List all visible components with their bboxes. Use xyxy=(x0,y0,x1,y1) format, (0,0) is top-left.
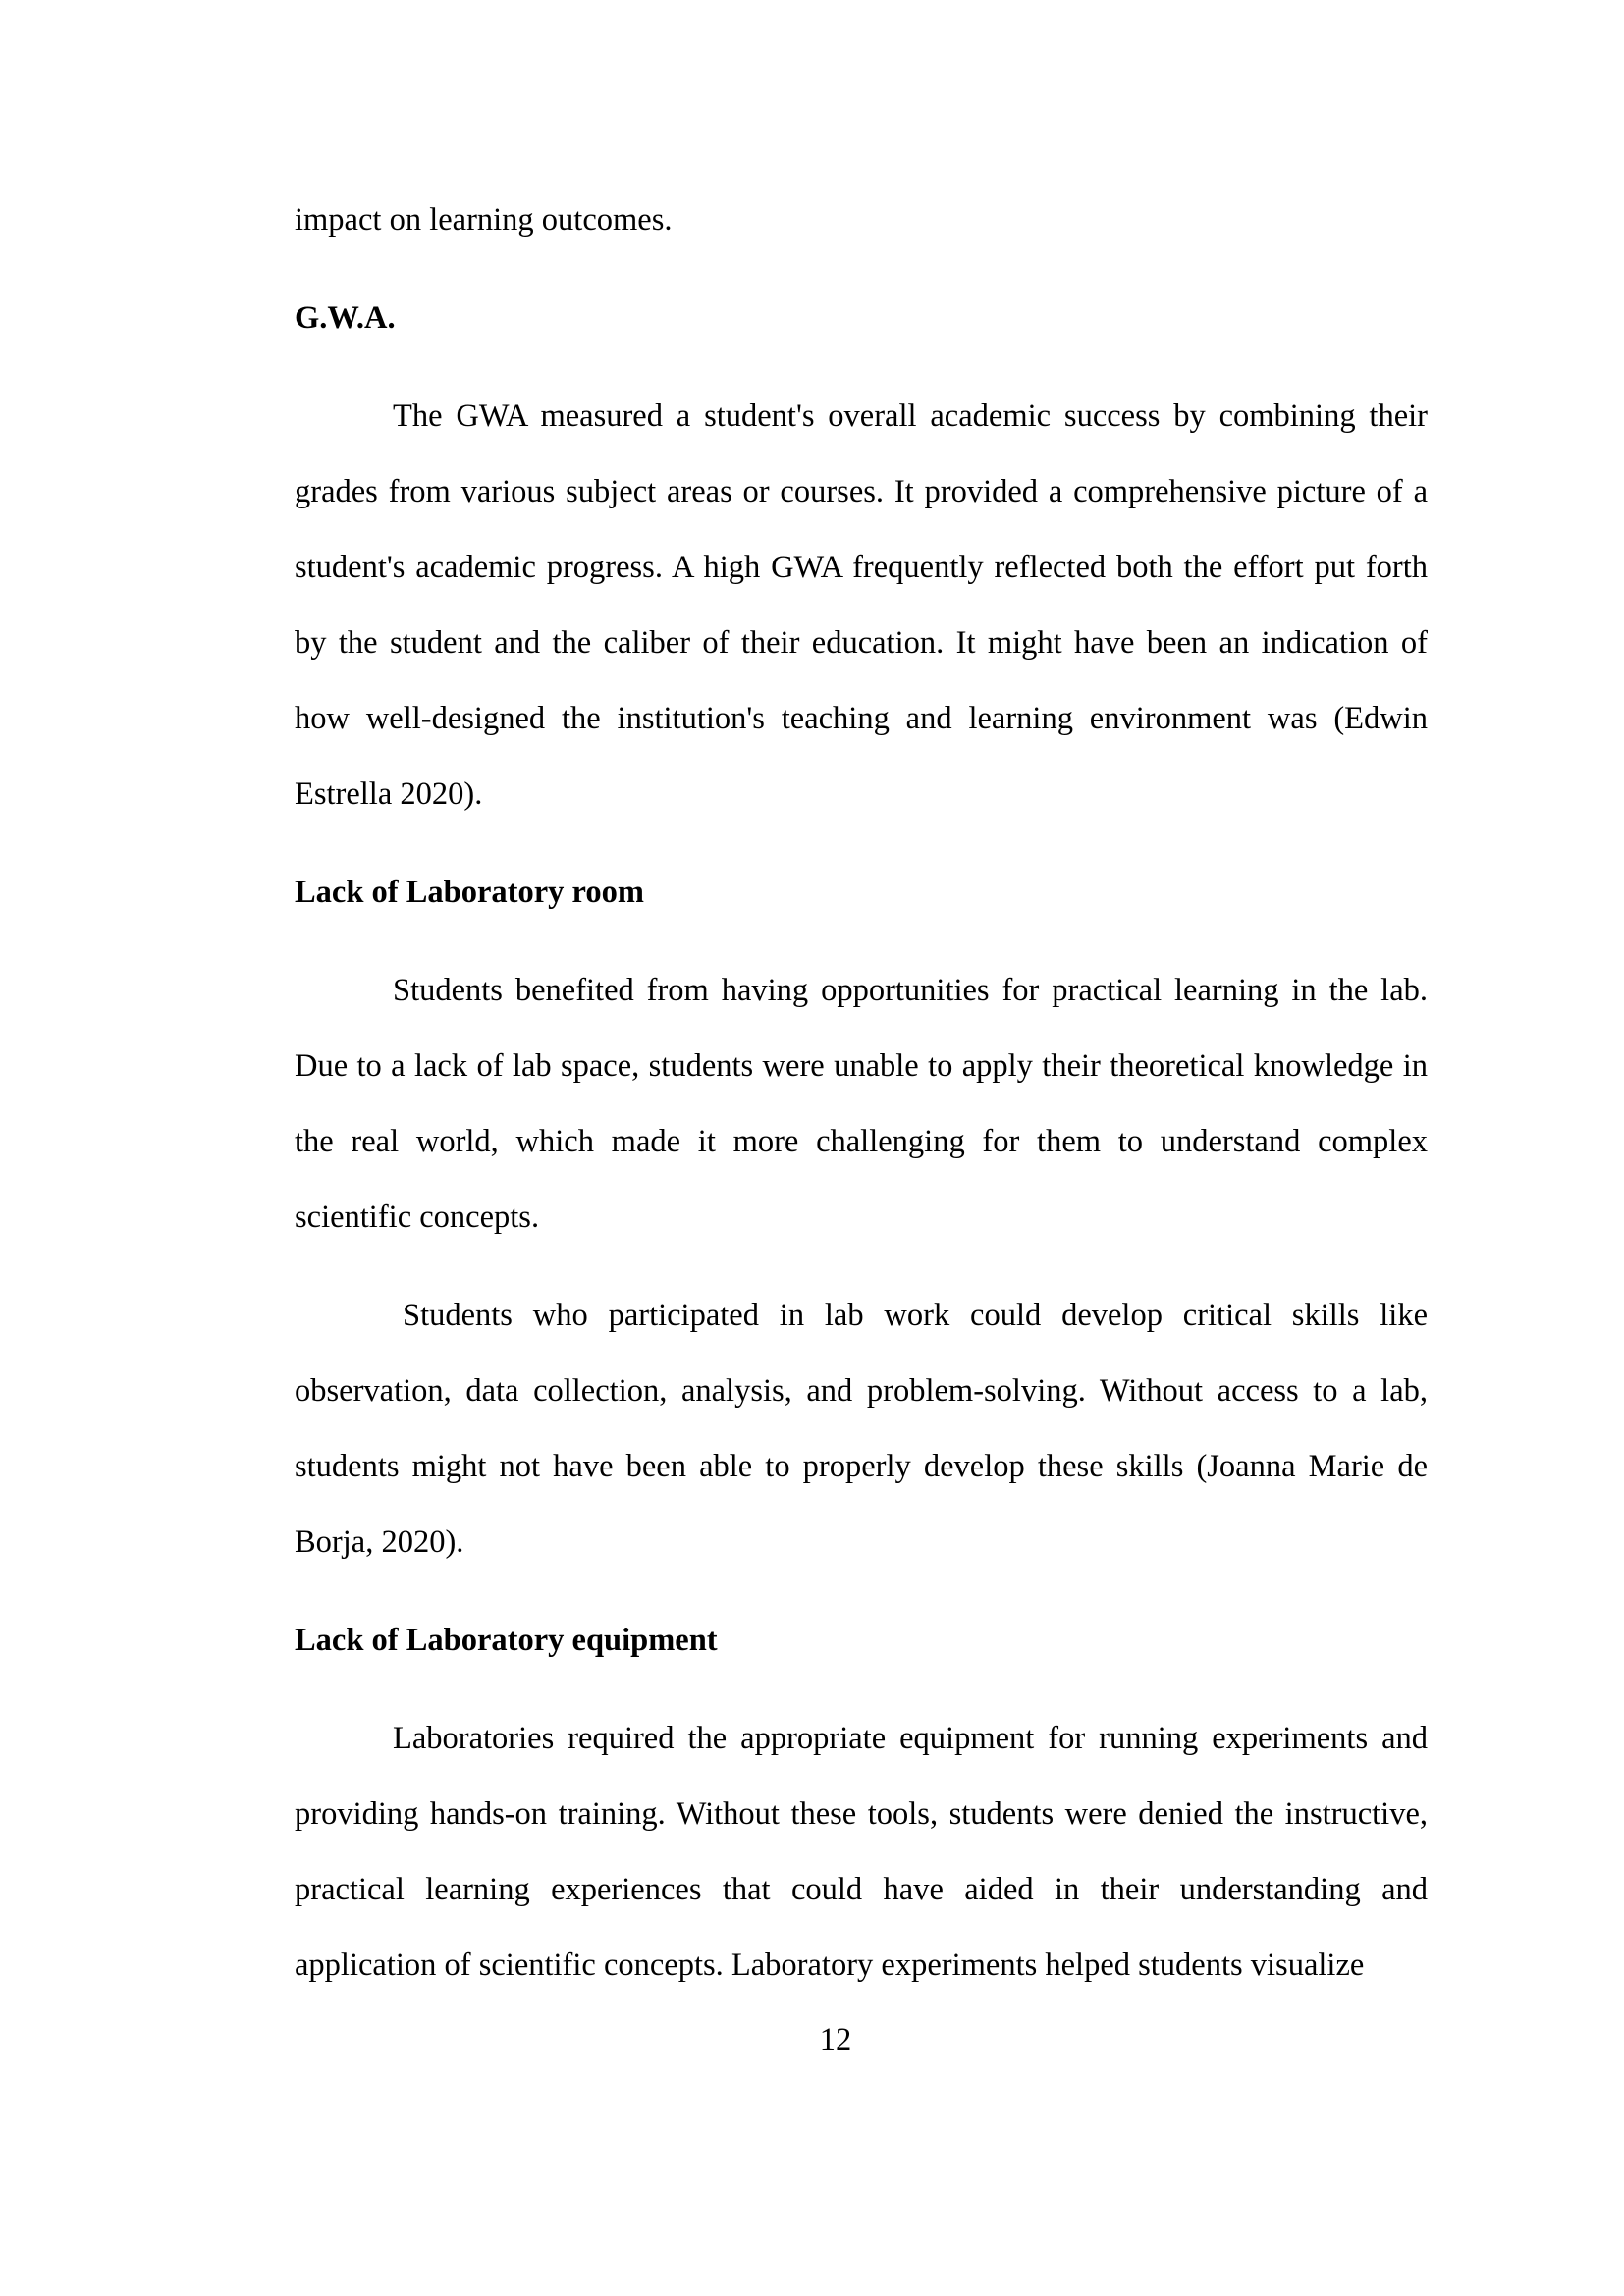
text-line: by the student and the caliber of their education. It might have been an indication of xyxy=(295,625,1428,661)
paragraph-lab-room-2 xyxy=(295,1278,1428,1580)
paragraph-gwa xyxy=(295,379,1428,832)
text-line: students might not have been able to properly develop these skills (Joanna Marie de xyxy=(295,1449,1428,1484)
text-line: the real world, which made it more challenging for them to understand complex xyxy=(295,1124,1428,1159)
text-line: The GWA measured a student's overall academic success by combining their xyxy=(393,399,1428,434)
section-heading-lack-of-laboratory-equipment: Lack of Laboratory equipment xyxy=(295,1623,718,1658)
section-heading-gwa: G.W.A. xyxy=(295,300,396,336)
text-line: impact on learning outcomes. xyxy=(295,202,673,238)
paragraph-lab-room-1 xyxy=(295,953,1428,1255)
text-line: Students benefited from having opportunities for practical learning in the lab. xyxy=(393,973,1428,1008)
text-line: Due to a lack of lab space, students were unable to apply their theoretical knowledge in xyxy=(295,1048,1428,1084)
text-line: observation, data collection, analysis, and problem-solving. Without access to a lab, xyxy=(295,1373,1428,1409)
text-line: student's academic progress. A high GWA frequently reflected both the effort put forth xyxy=(295,550,1428,585)
text-line: grades from various subject areas or courses. It provided a comprehensive picture of a xyxy=(295,474,1428,509)
text-line: Borja, 2020). xyxy=(295,1524,464,1560)
paragraph-lab-equipment xyxy=(295,1701,1428,2003)
document-body xyxy=(295,183,1428,2026)
text-line: practical learning experiences that could have aided in their understanding and xyxy=(295,1872,1428,1907)
text-line: providing hands-on training. Without these tools, students were denied the instructive, xyxy=(295,1796,1428,1832)
text-line: Students who participated in lab work could develop critical skills like xyxy=(403,1298,1428,1333)
page-footer xyxy=(47,2002,1624,2078)
paragraph-continuation xyxy=(295,183,1428,258)
text-line: Estrella 2020). xyxy=(295,776,483,812)
text-line: Laboratories required the appropriate equipment for running experiments and xyxy=(393,1721,1428,1756)
text-line: application of scientific concepts. Laboratory experiments helped students visualize xyxy=(295,1948,1365,1983)
text-line: scientific concepts. xyxy=(295,1200,540,1235)
page-number: 12 xyxy=(819,2022,852,2057)
text-line: how well-designed the institution's teaching and learning environment was (Edwin xyxy=(295,701,1428,736)
section-heading-lack-of-laboratory-room: Lack of Laboratory room xyxy=(295,875,644,910)
